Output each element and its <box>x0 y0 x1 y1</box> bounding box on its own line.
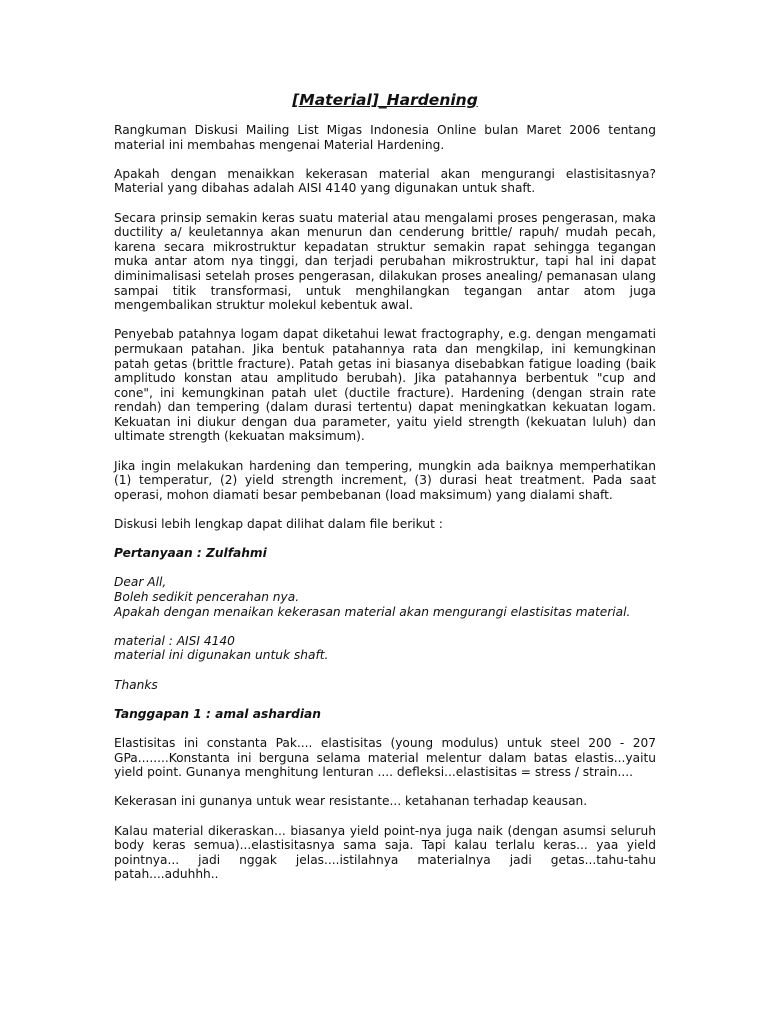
question-line: material ini digunakan untuk shaft. <box>114 648 329 663</box>
paragraph-hardening-tips: Jika ingin melakukan hardening dan tempering, mungkin ada baiknya memperhatikan (1) temperatur, (2) yield strength increment, (3) durasi heat treatment. Pada saat operasi, mohon diamati besar pembebanan (load maksimum) yang dialami shaft. <box>114 458 656 502</box>
question-line: Boleh sedikit pencerahan nya. <box>114 590 300 604</box>
response1-paragraph: Kalau material dikeraskan... biasanya yield point-nya juga naik (dengan asumsi seluruh body keras semua)...elastisitasnya sama saja. Tapi kalau terlalu keras... yaa yield pointnya... jadi nggak jelas....istilahnya materialnya jadi getas...tahu-tahu patah....aduhhh.. <box>114 823 656 882</box>
paragraph-principle: Secara prinsip semakin keras suatu material atau mengalami proses pengerasan, maka ductility a/ keuletannya akan menurun dan cenderung brittle/ rapuh/ mudah pecah, karena secara mikrostruktur kepadatan struktur semakin rapat sehingga tegangan muka antar atom nya tinggi, dan terjadi perubahan mikrostruktur, tapi hal ini dapat diminimalisasi setelah proses pengerasan, dilakukan proses anealing/ pemanasan ulang sampai titik transformasi, untuk menghilangkan tegangan antar atom juga mengembalikan struktur molekul kebentuk awal. <box>114 210 656 313</box>
question-heading: Pertanyaan : Zulfahmi <box>114 546 267 561</box>
response1-paragraph: Elastisitas ini constanta Pak.... elastisitas (young modulus) untuk steel 200 - 207 GPa........Konstanta ini berguna selama material melentur dalam batas elastis...yaitu yield point. Gunanya menghitung lenturan .... defleksi...elastisitas = stress / strain.... <box>114 735 656 780</box>
paragraph-fracture: Penyebab patahnya logam dapat diketahui lewat fractography, e.g. dengan mengamati permukaan patahan. Jika bentuk patahannya rata dan mengkilap, ini kemungkinan patah getas (brittle fracture). Patah getas ini biasanya disebabkan fatigue loading (baik amplitudo konstan atau amplitudo berubah). Jika patahannya berbentuk "cup and cone", ini kemungkinan patah ulet (ductile fracture). Hardening (dengan strain rate rendah) dan tempering (dalam durasi tertentu) dapat meningkatkan kekuatan logam. Kekuatan ini diukur dengan dua parameter, yaitu yield strength (kekuatan luluh) dan ultimate strength (kekuatan maksimum). <box>114 327 656 444</box>
paragraph-discussion-intro: Diskusi lebih lengkap dapat dilihat dalam file berikut : <box>114 517 443 532</box>
question-material-info <box>114 634 656 663</box>
question-line: Apakah dengan menaikan kekerasan material akan mengurangi elastisitas material. <box>114 604 631 619</box>
document-page <box>114 90 656 896</box>
response1-heading: Tanggapan 1 : amal ashardian <box>114 706 321 721</box>
question-closing: Thanks <box>114 677 158 692</box>
paragraph-summary: Rangkuman Diskusi Mailing List Migas Indonesia Online bulan Maret 2006 tentang material ini membahas mengenai Material Hardening. <box>114 123 656 152</box>
question-line: material : AISI 4140 <box>114 633 235 648</box>
document-title: [Material]_Hardening <box>292 91 478 109</box>
question-line: Dear All, <box>114 575 167 590</box>
question-body <box>114 575 656 619</box>
paragraph-question: Apakah dengan menaikkan kekerasan material akan mengurangi elastisitasnya? Material yang dibahas adalah AISI 4140 yang digunakan untuk shaft. <box>114 166 656 196</box>
response1-paragraph: Kekerasan ini gunanya untuk wear resistante... ketahanan terhadap keausan. <box>114 794 588 809</box>
